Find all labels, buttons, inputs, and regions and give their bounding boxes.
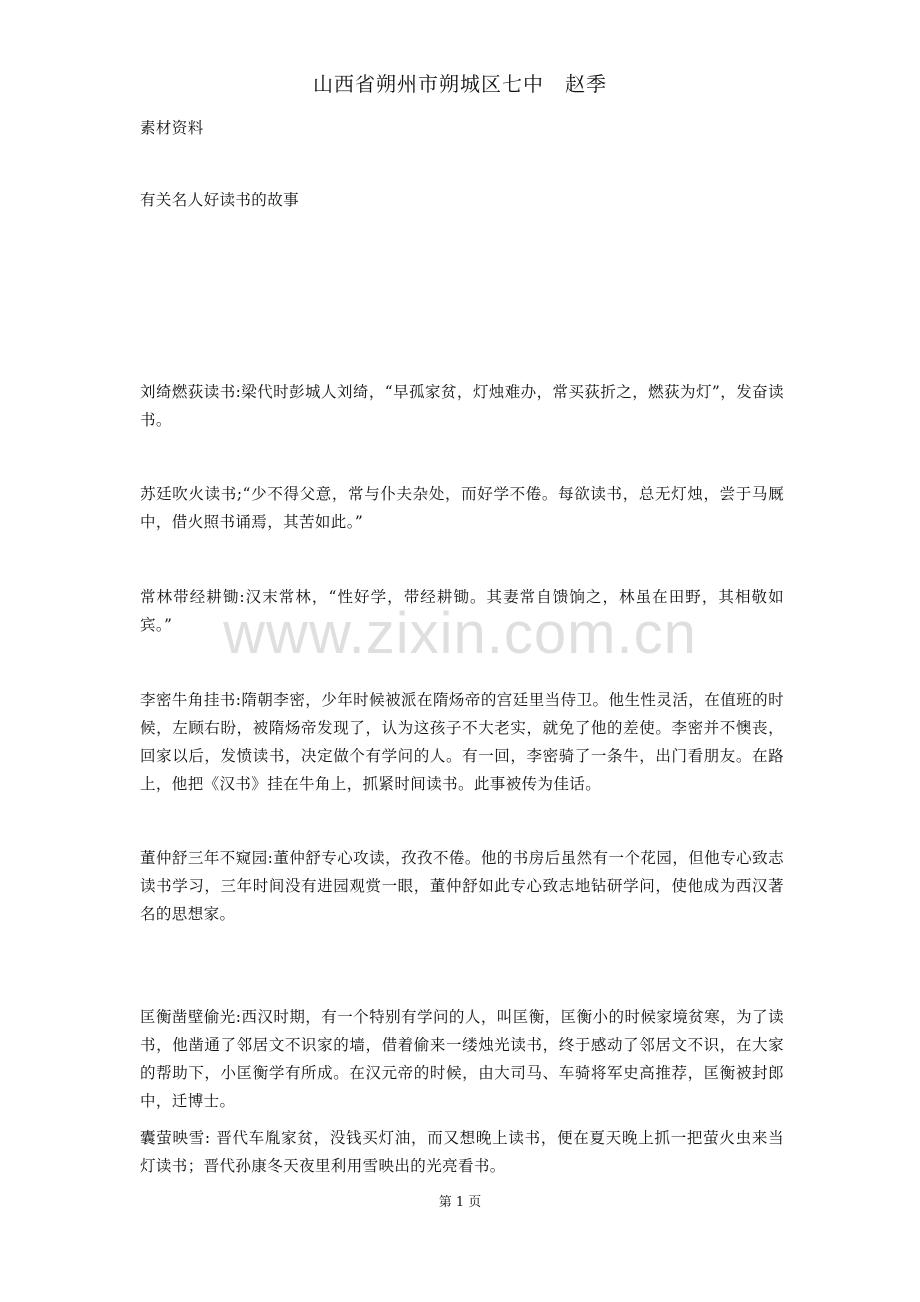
watermark: www.zixin.com.cn [223, 601, 697, 666]
story-paragraph: 苏廷吹火读书;“少不得父意，常与仆夫杂处，而好学不倦。每欲读书，总无灯烛，尝于马厩中，借火照书诵焉，其苦如此。” [140, 485, 784, 531]
material-label: 素材资料 [140, 119, 204, 137]
document-title: 山西省朔州市朔城区七中 赵季 [313, 72, 607, 96]
story-paragraph: 常林带经耕锄:汉末常林，“性好学，带经耕锄。其妻常自馈饷之，林虽在田野，其相敬如宾。” [140, 588, 784, 634]
section-heading: 有关名人好读书的故事 [140, 191, 300, 209]
story-paragraph: 匡衡凿壁偷光:西汉时期，有一个特别有学问的人，叫匡衡，匡衡小的时候家境贫寒，为了读书，他凿通了邻居文不识家的墙，借着偷来一缕烛光读书，终于感动了邻居文不识，在大家的帮助下，小匡衡学有所成。在汉元帝的时候，由大司马、车骑将军史高推荐，匡衡被封郎中，迁博士。 [140, 1008, 784, 1110]
story-paragraph: 刘绮燃荻读书:梁代时彭城人刘绮，“早孤家贫，灯烛难办，常买荻折之，燃荻为灯”，发奋读书。 [140, 383, 784, 429]
story-paragraph: 李密牛角挂书:隋朝李密，少年时候被派在隋炀帝的宫廷里当侍卫。他生性灵活，在值班的时候，左顾右盼，被隋炀帝发现了，认为这孩子不大老实，就免了他的差使。李密并不懊丧，回家以后，发愤读书，决定做个有学问的人。有一回，李密骑了一条牛，出门看朋友。在路上，他把《汉书》挂在牛角上，抓紧时间读书。此事被传为佳话。 [140, 691, 784, 793]
story-paragraph: 董仲舒三年不窥园:董仲舒专心攻读，孜孜不倦。他的书房后虽然有一个花园，但他专心致志读书学习，三年时间没有进园观赏一眼，董仲舒如此专心致志地钻研学问，使他成为西汉著名的思想家。 [140, 849, 784, 923]
story-paragraph: 囊萤映雪: 晋代车胤家贫，没钱买灯油，而又想晚上读书，便在夏天晚上抓一把萤火虫来当灯读书；晋代孙康冬天夜里利用雪映出的光亮看书。 [140, 1129, 784, 1175]
page-number: 第 1 页 [438, 1195, 482, 1210]
